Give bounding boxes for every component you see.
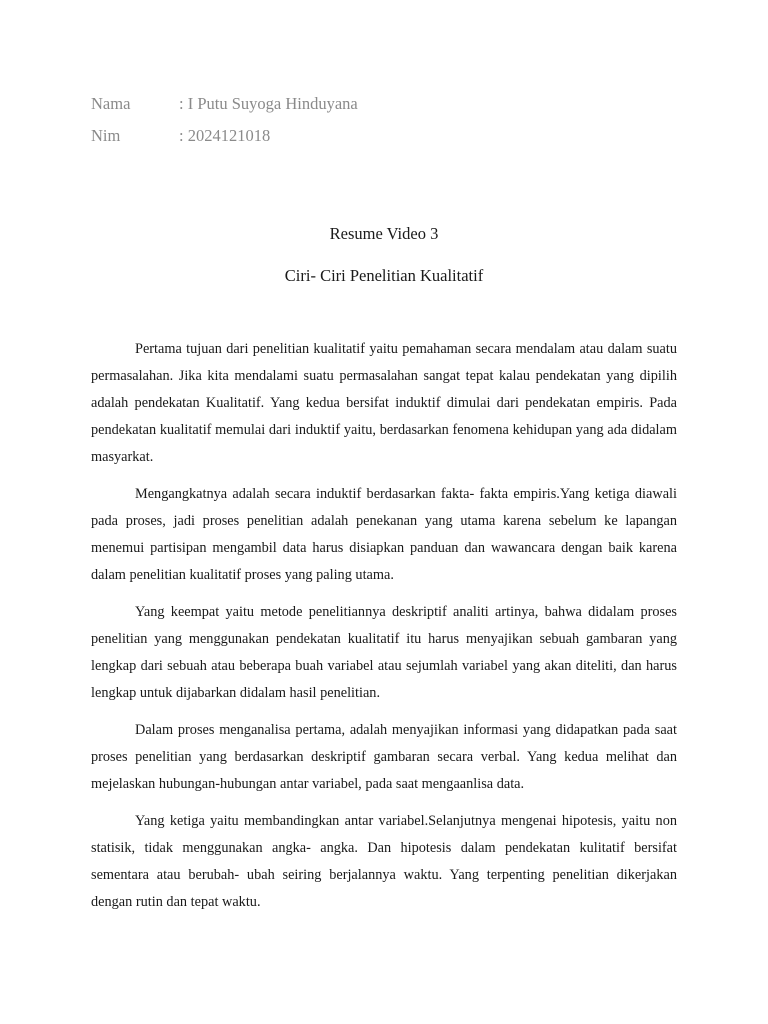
- nim-row: [91, 124, 358, 156]
- paragraph-4: Dalam proses menganalisa pertama, adalah menyajikan informasi yang didapatkan pada saat proses penelitian yang berdasarkan deskriptif gambaran secara verbal. Yang kedua melihat dan mejelaskan hubungan-hubungan antar variabel, pada saat mengaanlisa data.: [91, 722, 677, 792]
- document-title: Resume Video 3: [329, 224, 439, 243]
- name-label: Nama: [91, 94, 131, 113]
- paragraph-1: Pertama tujuan dari penelitian kualitatif yaitu pemahaman secara mendalam atau dalam suatu permasalahan. Jika kita mendalami suatu permasalahan sangat tepat kalau pendekatan yang dipilih adalah pendekatan Kualitatif. Yang kedua bersifat induktif dimulai dari pendekatan empiris. Pada pendekatan kualitatif memulai dari induktif yaitu, berdasarkan fenomena kehidupan yang ada didalam masyarkat.: [91, 341, 677, 465]
- paragraph-3: Yang keempat yaitu metode penelitiannya deskriptif analiti artinya, bahwa didalam proses penelitian yang menggunakan pendekatan kualitatif itu harus menyajikan sebuah gambaran yang lengkap dari sebuah atau beberapa buah variabel atau sejumlah variabel yang akan diteliti, dan harus lengkap untuk dijabarkan didalam hasil penelitian.: [91, 604, 677, 701]
- nim-value: : 2024121018: [179, 126, 271, 145]
- nim-label: Nim: [91, 126, 121, 145]
- paragraph-5: Yang ketiga yaitu membandingkan antar variabel.Selanjutnya mengenai hipotesis, yaitu non statisik, tidak menggunakan angka- angka. Dan hipotesis dalam pendekatan kulitatif bersifat sementara atau berubah- ubah seiring berjalannya waktu. Yang terpenting penelitian dikerjakan dengan rutin dan tepat waktu.: [91, 813, 677, 910]
- document-body: [91, 336, 677, 926]
- name-value: : I Putu Suyoga Hinduyana: [179, 94, 358, 113]
- name-row: [91, 92, 358, 124]
- paragraph-2: Mengangkatnya adalah secara induktif berdasarkan fakta- fakta empiris.Yang ketiga diawali pada proses, jadi proses penelitian adalah penekanan yang utama karena sebelum ke lapangan menemui partisipan mengambil data harus disiapkan panduan dan wawancara dengan baik karena dalam penelitian kualitatif proses yang paling utama.: [91, 486, 677, 583]
- document-subtitle: Ciri- Ciri Penelitian Kualitatif: [284, 266, 484, 285]
- student-info: [91, 92, 358, 156]
